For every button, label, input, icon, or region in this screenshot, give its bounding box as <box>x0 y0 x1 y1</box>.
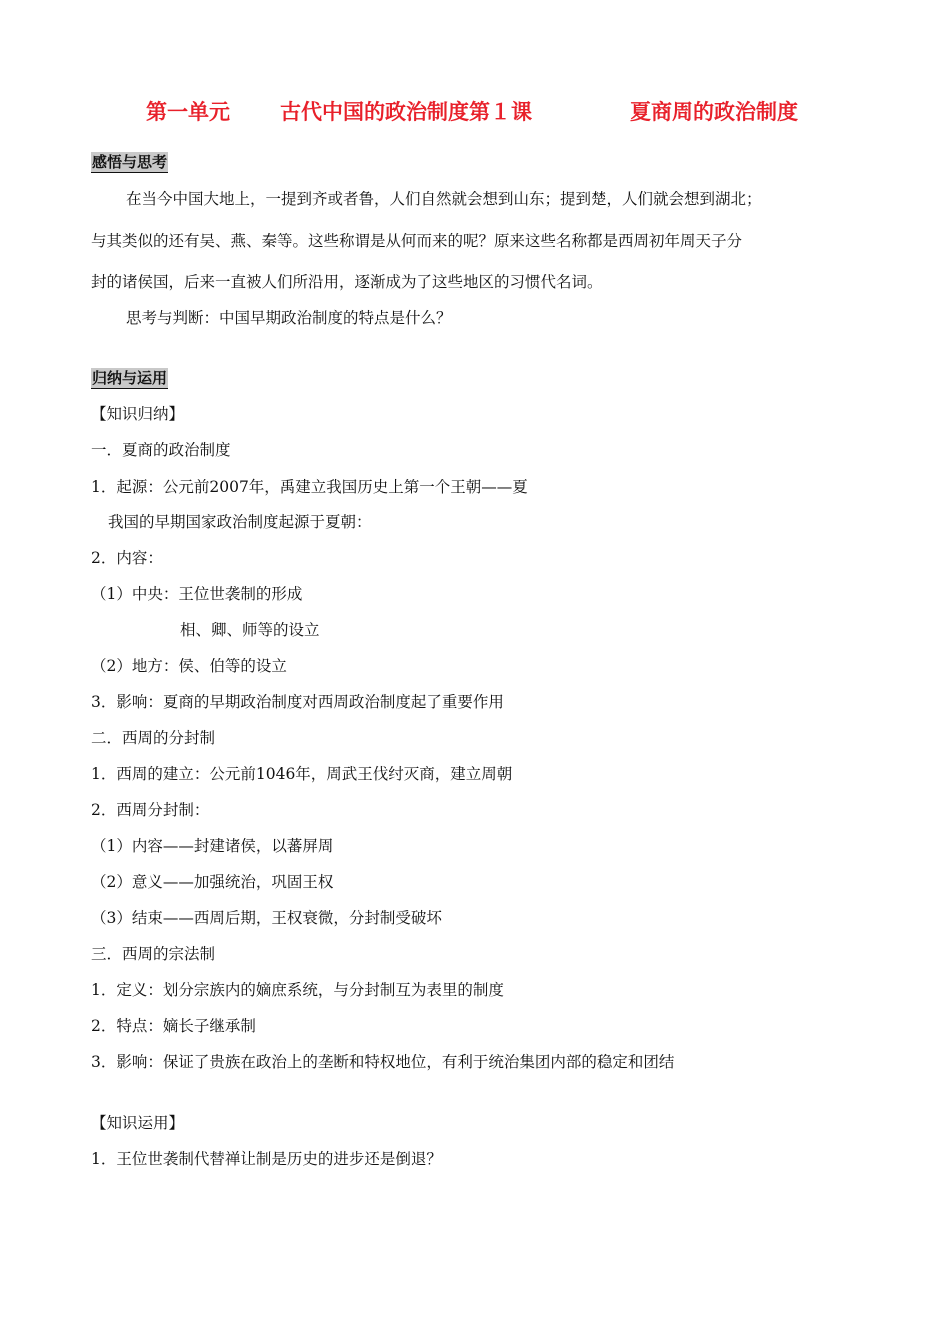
summary-line: 1．起源：公元前2007年，禹建立我国历史上第一个王朝——夏 <box>91 478 528 496</box>
summary-line: （2）地方：侯、伯等的设立 <box>91 657 287 675</box>
summary-line: 二．西周的分封制 <box>91 729 216 747</box>
summary-line: 2．西周分封制： <box>91 801 210 819</box>
title-topic: 古代中国的政治制度第１课 <box>280 100 532 124</box>
knowledge-application-label: 【知识运用】 <box>91 1114 185 1132</box>
intro-paragraph-line-2: 与其类似的还有吴、燕、秦等。这些称谓是从何而来的呢？原来这些名称都是西周初年周天子分 <box>91 232 743 250</box>
title-lesson: 夏商周的政治制度 <box>630 100 798 124</box>
reflection-question: 思考与判断：中国早期政治制度的特点是什么？ <box>126 309 452 327</box>
intro-paragraph-line-3: 封的诸侯国，后来一直被人们所沿用，逐渐成为了这些地区的习惯代名词。 <box>91 273 603 291</box>
summary-line: 相、卿、师等的设立 <box>180 621 320 639</box>
intro-paragraph-line-1: 在当今中国大地上，一提到齐或者鲁，人们自然就会想到山东；提到楚，人们就会想到湖北； <box>126 190 762 208</box>
summary-line: 1．定义：划分宗族内的嫡庶系统，与分封制互为表里的制度 <box>91 981 504 999</box>
summary-line: 三．西周的宗法制 <box>91 945 216 963</box>
summary-line: （1）中央：王位世袭制的形成 <box>91 585 303 603</box>
summary-line: 一．夏商的政治制度 <box>91 441 231 459</box>
summary-line: 3．影响：保证了贵族在政治上的垄断和特权地位，有利于统治集团内部的稳定和团结 <box>91 1053 675 1071</box>
section-heading-reflection: 感悟与思考 <box>92 153 168 171</box>
summary-line: 3．影响：夏商的早期政治制度对西周政治制度起了重要作用 <box>91 693 504 711</box>
summary-line: 2．内容： <box>91 549 163 567</box>
summary-line: （1）内容——封建诸侯，以蕃屏周 <box>91 837 334 855</box>
title-unit: 第一单元 <box>146 100 230 124</box>
section-heading-summary: 归纳与运用 <box>92 369 168 387</box>
summary-line: 我国的早期国家政治制度起源于夏朝： <box>108 513 372 531</box>
knowledge-summary-label: 【知识归纳】 <box>91 405 185 423</box>
application-question-1: 1．王位世袭制代替禅让制是历史的进步还是倒退？ <box>91 1150 442 1168</box>
summary-line: （2）意义——加强统治，巩固王权 <box>91 873 334 891</box>
summary-line: 1．西周的建立：公元前1046年，周武王伐纣灭商，建立周朝 <box>91 765 513 783</box>
summary-line: （3）结束——西周后期，王权衰微，分封制受破坏 <box>91 909 442 927</box>
summary-line: 2．特点：嫡长子继承制 <box>91 1017 256 1035</box>
page-title <box>0 96 950 130</box>
